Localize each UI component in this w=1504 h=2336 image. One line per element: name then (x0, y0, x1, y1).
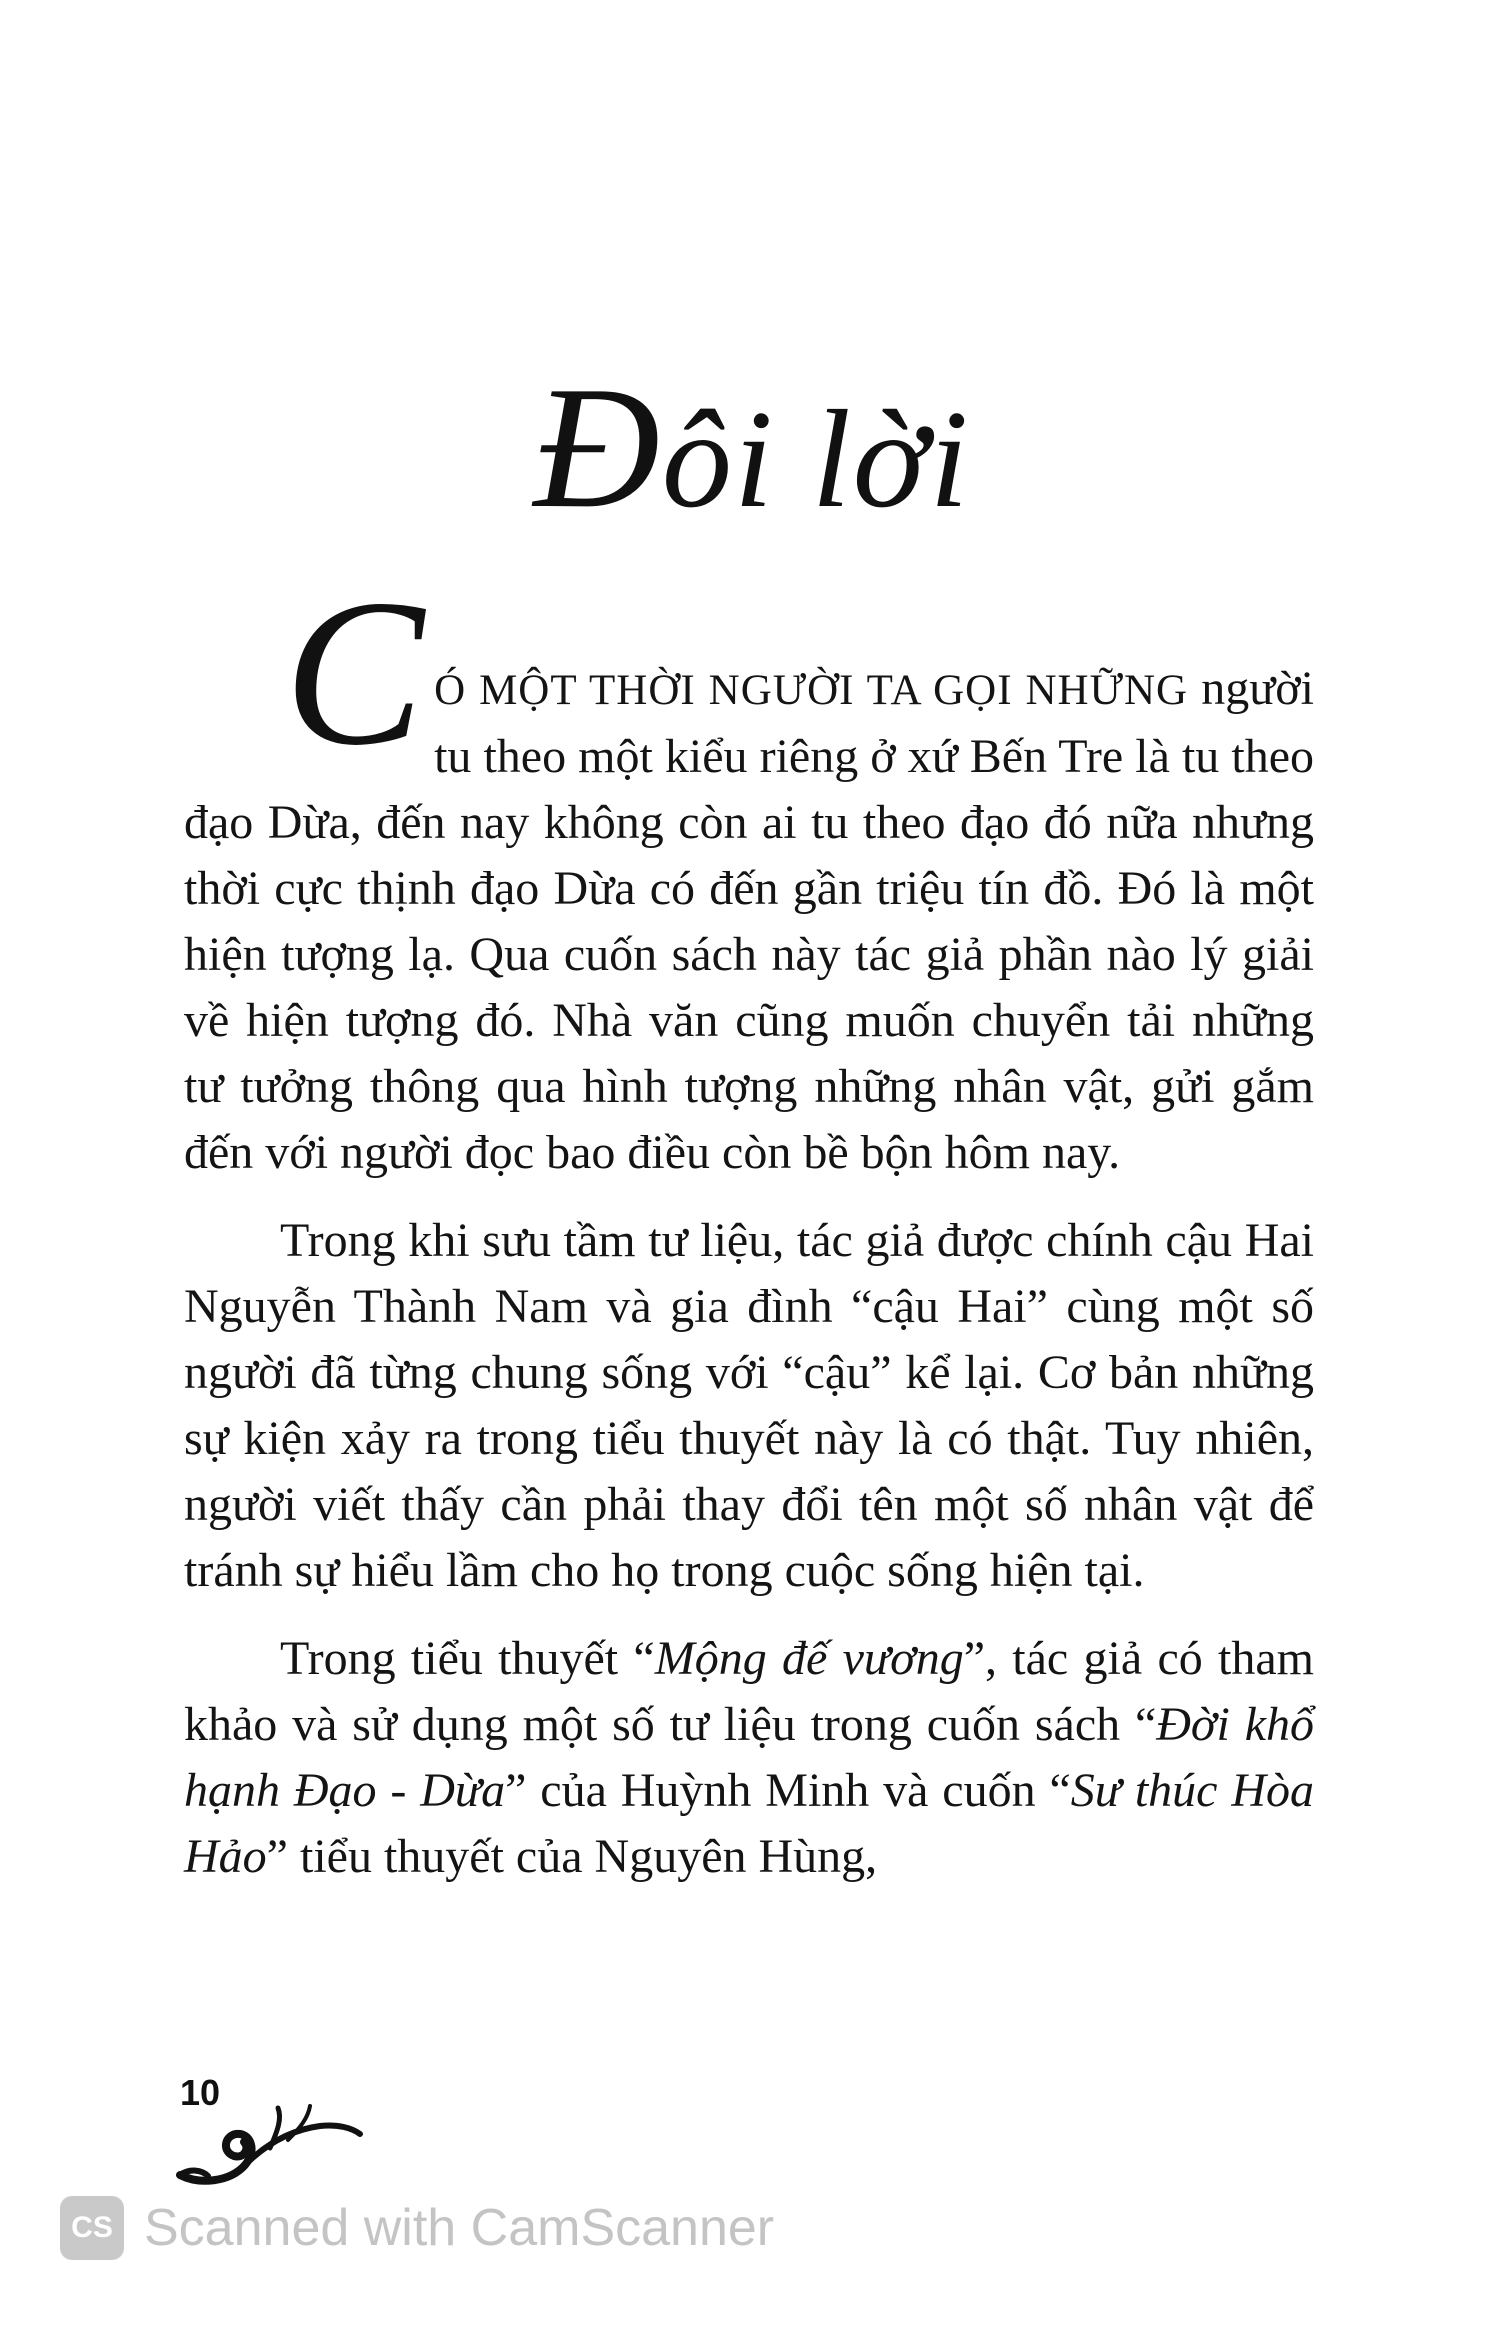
watermark-text: Scanned with CamScanner (144, 2199, 775, 2257)
paragraph-intro (184, 557, 1314, 1186)
title-initial: Đ (533, 350, 662, 544)
page-title (0, 350, 1504, 544)
paragraph-3 (184, 1626, 1314, 1890)
body-text (184, 557, 1315, 1912)
drop-cap: C (284, 557, 425, 789)
book-title-su-thuc-hoa-hao: Sư thúc Hòa Hảo (184, 1764, 1315, 1883)
swirl-ornament-icon (170, 2090, 370, 2190)
book-title-mong-de-vuong: Mộng đế vương (654, 1632, 964, 1685)
p3-text-4: ” tiểu thuyết của Nguyên Hùng, (266, 1830, 878, 1883)
camscanner-logo-icon: CS (60, 2196, 124, 2260)
lead-caps: Ó MỘT THỜI NGƯỜI TA GỌI NHỮNG (434, 667, 1189, 714)
title-rest: ôi lời (661, 382, 971, 537)
p3-text-3: ” của Huỳnh Minh và cuốn “ (505, 1764, 1071, 1817)
book-title-doi-kho-hanh: Đời khổ hạnh Đạo - Dừa (184, 1698, 1315, 1817)
intro-text: người tu theo một kiểu riêng ở xứ Bến Tre là tu theo đạo Dừa, đến nay không còn ai tu theo đạo đó nữa nhưng thời cực thịnh đạo Dừa có đến gần triệu tín đồ. Đó là một hiện tượng lạ. Qua cuốn sách này tác giả phần nào lý giải về hiện tượng đó. Nhà văn cũng muốn chuyển tải những tư tưởng thông qua hình tượng những nhân vật, gửi gắm đến với người đọc bao điều còn bề bộn hôm nay. (184, 662, 1314, 1179)
p3-text-2: ”, tác giả có tham khảo và sử dụng một số tư liệu trong cuốn sách “ (184, 1632, 1315, 1751)
paragraph-2: Trong khi sưu tầm tư liệu, tác giả được chính cậu Hai Nguyễn Thành Nam và gia đình “cậu Hai” cùng một số người đã từng chung sống với “cậu” kể lại. Cơ bản những sự kiện xảy ra trong tiểu thuyết này là có thật. Tuy nhiên, người viết thấy cần phải thay đổi tên một số nhân vật để tránh sự hiểu lầm cho họ trong cuộc sống hiện tại. (184, 1214, 1314, 1597)
p3-text-1: Trong tiểu thuyết “ (280, 1632, 655, 1685)
camscanner-watermark (60, 2188, 774, 2268)
page-number: 10 (180, 2072, 221, 2113)
